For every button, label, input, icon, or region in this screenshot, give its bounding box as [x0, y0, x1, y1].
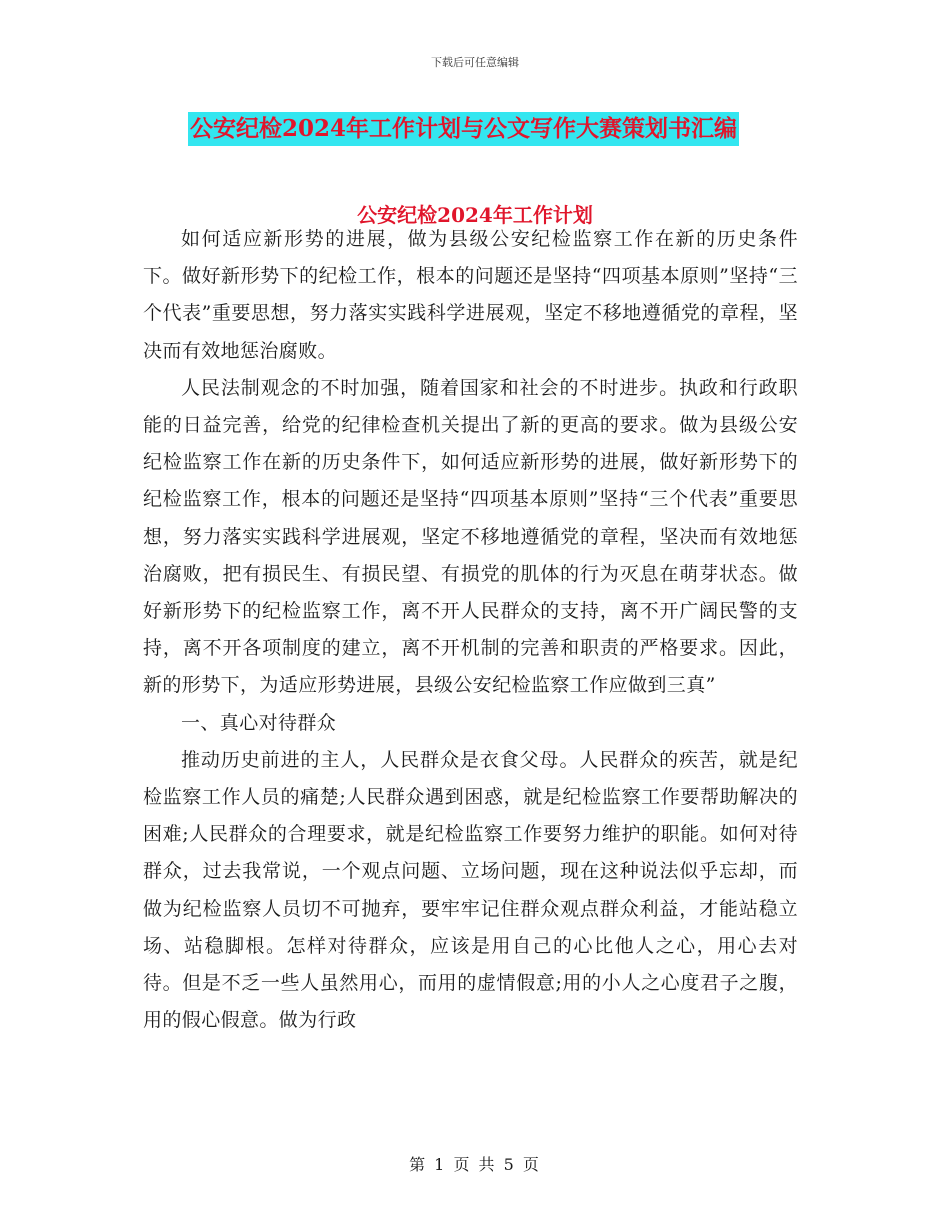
document-sub-title: 公安纪检2024年工作计划 — [357, 203, 593, 227]
document-main-title: 公安纪检2024年工作计划与公文写作大赛策划书汇编 — [188, 112, 739, 146]
paragraph-background: 人民法制观念的不时加强，随着国家和社会的不时进步。执政和行政职能的日益完善，给党的纪律检查机关提出了新的更高的要求。做为县级公安纪检监察工作在新的历史条件下，如何适应新形势的进展，做好新形势下的纪检监察工作，根本的问题还是坚持“四项基本原则”坚持“三个代表”重要思想，努力落实实践科学进展观，坚定不移地遵循党的章程，坚决而有效地惩治腐败，把有损民生、有损民望、有损党的肌体的行为灭息在萌芽状态。做好新形势下的纪检监察工作，离不开人民群众的支持，离不开广阔民警的支持，离不开各项制度的建立，离不开机制的完善和职责的严格要求。因此，新的形势下，为适应形势进展，县级公安纪检监察工作应做到三真” — [143, 376, 798, 697]
document-body — [143, 221, 798, 1039]
page-number-footer: 第 1 页 共 5 页 — [409, 1155, 541, 1174]
paragraph-intro: 如何适应新形势的进展，做为县级公安纪检监察工作在新的历史条件下。做好新形势下的纪检工作，根本的问题还是坚持“四项基本原则”坚持“三个代表”重要思想，努力落实实践科学进展观，坚定不移地遵循党的章程，坚决而有效地惩治腐败。 — [143, 228, 798, 362]
paragraph-section-1: 推动历史前进的主人，人民群众是衣食父母。人民群众的疾苦，就是纪检监察工作人员的痛楚;人民群众遇到困惑，就是纪检监察工作要帮助解决的困难;人民群众的合理要求，就是纪检监察工作要努力维护的职能。如何对待群众，过去我常说，一个观点问题、立场问题，现在这种说法似乎忘却，而做为纪检监察人员切不可抛弃，要牢牢记住群众观点群众利益，才能站稳立场、站稳脚根。怎样对待群众，应该是用自己的心比他人之心，用心去对待。但是不乏一些人虽然用心，而用的虚情假意;用的小人之心度君子之腹，用的假心假意。做为行政 — [143, 748, 798, 1032]
header-note: 下载后可任意编辑 — [431, 56, 519, 69]
section-heading-1: 一、真心对待群众 — [181, 711, 337, 734]
